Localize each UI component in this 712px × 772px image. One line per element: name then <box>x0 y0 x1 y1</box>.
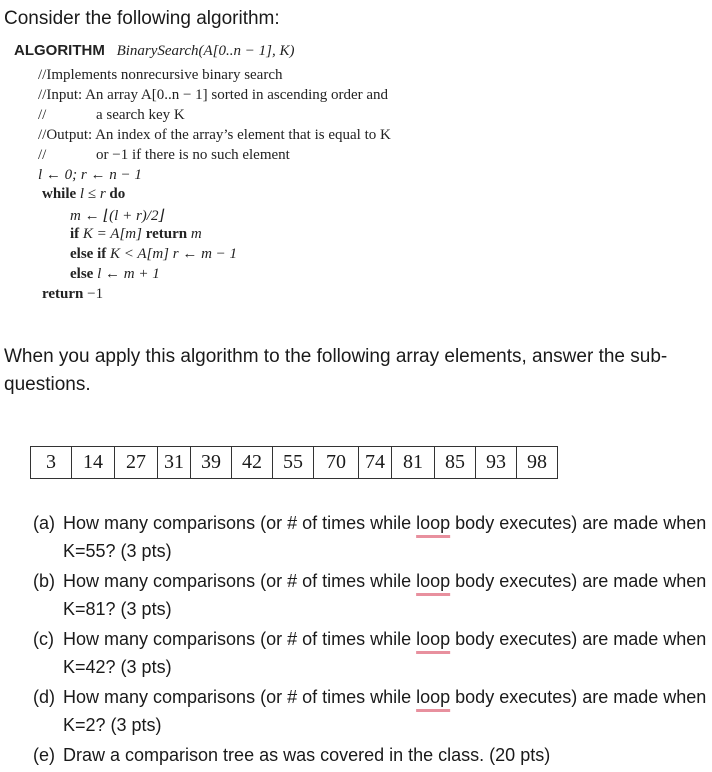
comment-line: //Output: An index of the array’s element that is equal to K <box>38 127 391 143</box>
code-line <box>70 226 202 243</box>
question-text-part: How many comparisons (or # of times while <box>63 629 417 649</box>
array-cell: 42 <box>232 447 273 478</box>
array-cell: 81 <box>392 447 435 478</box>
question-item <box>33 625 708 681</box>
array-cell: 74 <box>359 447 392 478</box>
question-text <box>63 567 708 623</box>
code-text: l ≤ r <box>76 186 110 202</box>
question-item <box>33 741 708 769</box>
question-text-part: body executes) are made when K=2? (3 pts) <box>63 687 707 735</box>
array-cell: 27 <box>115 447 158 478</box>
array-cell: 3 <box>31 447 72 478</box>
question-label: (b) <box>33 571 55 591</box>
spellcheck-underlined-word: loop <box>416 687 451 707</box>
question-item <box>33 509 708 565</box>
question-label: (d) <box>33 687 55 707</box>
keyword: return <box>145 226 188 242</box>
question-text <box>63 683 708 739</box>
question-text-part: body executes) are made when K=81? (3 pts) <box>63 571 707 619</box>
comment-line: //Implements nonrecursive binary search <box>38 67 283 83</box>
array-table <box>30 446 558 479</box>
comment-line: // <box>38 147 47 163</box>
comment-line: //Input: An array A[0..n − 1] sorted in ascending order and <box>38 87 389 103</box>
question-text <box>63 509 708 565</box>
array-cell: 93 <box>476 447 517 478</box>
code-line <box>42 186 125 203</box>
spellcheck-underlined-word: loop <box>416 571 451 591</box>
intro-text: Consider the following algorithm: <box>4 8 280 29</box>
code-text: K = A[m] <box>79 226 146 242</box>
comment-line: a search key K <box>96 107 185 123</box>
question-text-part: body executes) are made when K=55? (3 pts) <box>63 513 707 561</box>
array-cell: 70 <box>314 447 359 478</box>
code-line: m ← ⌊(l + r)/2⌋ <box>70 208 165 224</box>
algorithm-keyword: ALGORITHM <box>14 42 105 59</box>
code-line <box>70 246 237 263</box>
question-text-part: How many comparisons (or # of times while <box>63 513 417 533</box>
keyword: if <box>70 226 80 242</box>
array-cell: 55 <box>273 447 314 478</box>
question-text-part: body executes) are made when K=42? (3 pts) <box>63 629 707 677</box>
keyword: else <box>70 266 94 282</box>
algorithm-signature: BinarySearch(A[0..n − 1], K) <box>116 43 295 59</box>
spellcheck-underlined-word: loop <box>416 513 451 533</box>
code-text: K < A[m] r ← m − 1 <box>106 246 238 262</box>
code-text: m <box>187 226 202 242</box>
comment-line: or −1 if there is no such element <box>96 147 290 163</box>
keyword: return <box>42 286 84 302</box>
question-list <box>33 509 708 771</box>
question-label: (e) <box>33 745 55 765</box>
code-text: −1 <box>83 286 104 302</box>
code-text: l ← m + 1 <box>93 266 160 282</box>
code-line: l ← 0; r ← n − 1 <box>38 167 142 183</box>
code-line <box>70 266 160 283</box>
instructions-paragraph: When you apply this algorithm to the following array elements, answer the sub-questions. <box>4 346 668 395</box>
question-label: (a) <box>33 513 55 533</box>
question-label: (c) <box>33 629 54 649</box>
question-text: Draw a comparison tree as was covered in the class. (20 pts) <box>63 745 551 765</box>
question-item <box>33 683 708 739</box>
algorithm-header <box>14 42 294 60</box>
array-cell: 14 <box>72 447 115 478</box>
code-line <box>42 286 103 303</box>
question-text <box>63 625 708 681</box>
keyword: do <box>109 186 126 202</box>
keyword: else if <box>70 246 107 262</box>
array-cell: 98 <box>527 451 547 473</box>
array-cell: 39 <box>191 447 232 478</box>
comment-line: // <box>38 107 47 123</box>
array-cell: 85 <box>435 447 476 478</box>
question-text-part: How many comparisons (or # of times while <box>63 687 417 707</box>
spellcheck-underlined-word: loop <box>416 629 451 649</box>
question-text-part: How many comparisons (or # of times while <box>63 571 417 591</box>
keyword: while <box>42 186 77 202</box>
array-cell: 31 <box>158 447 191 478</box>
question-item <box>33 567 708 623</box>
